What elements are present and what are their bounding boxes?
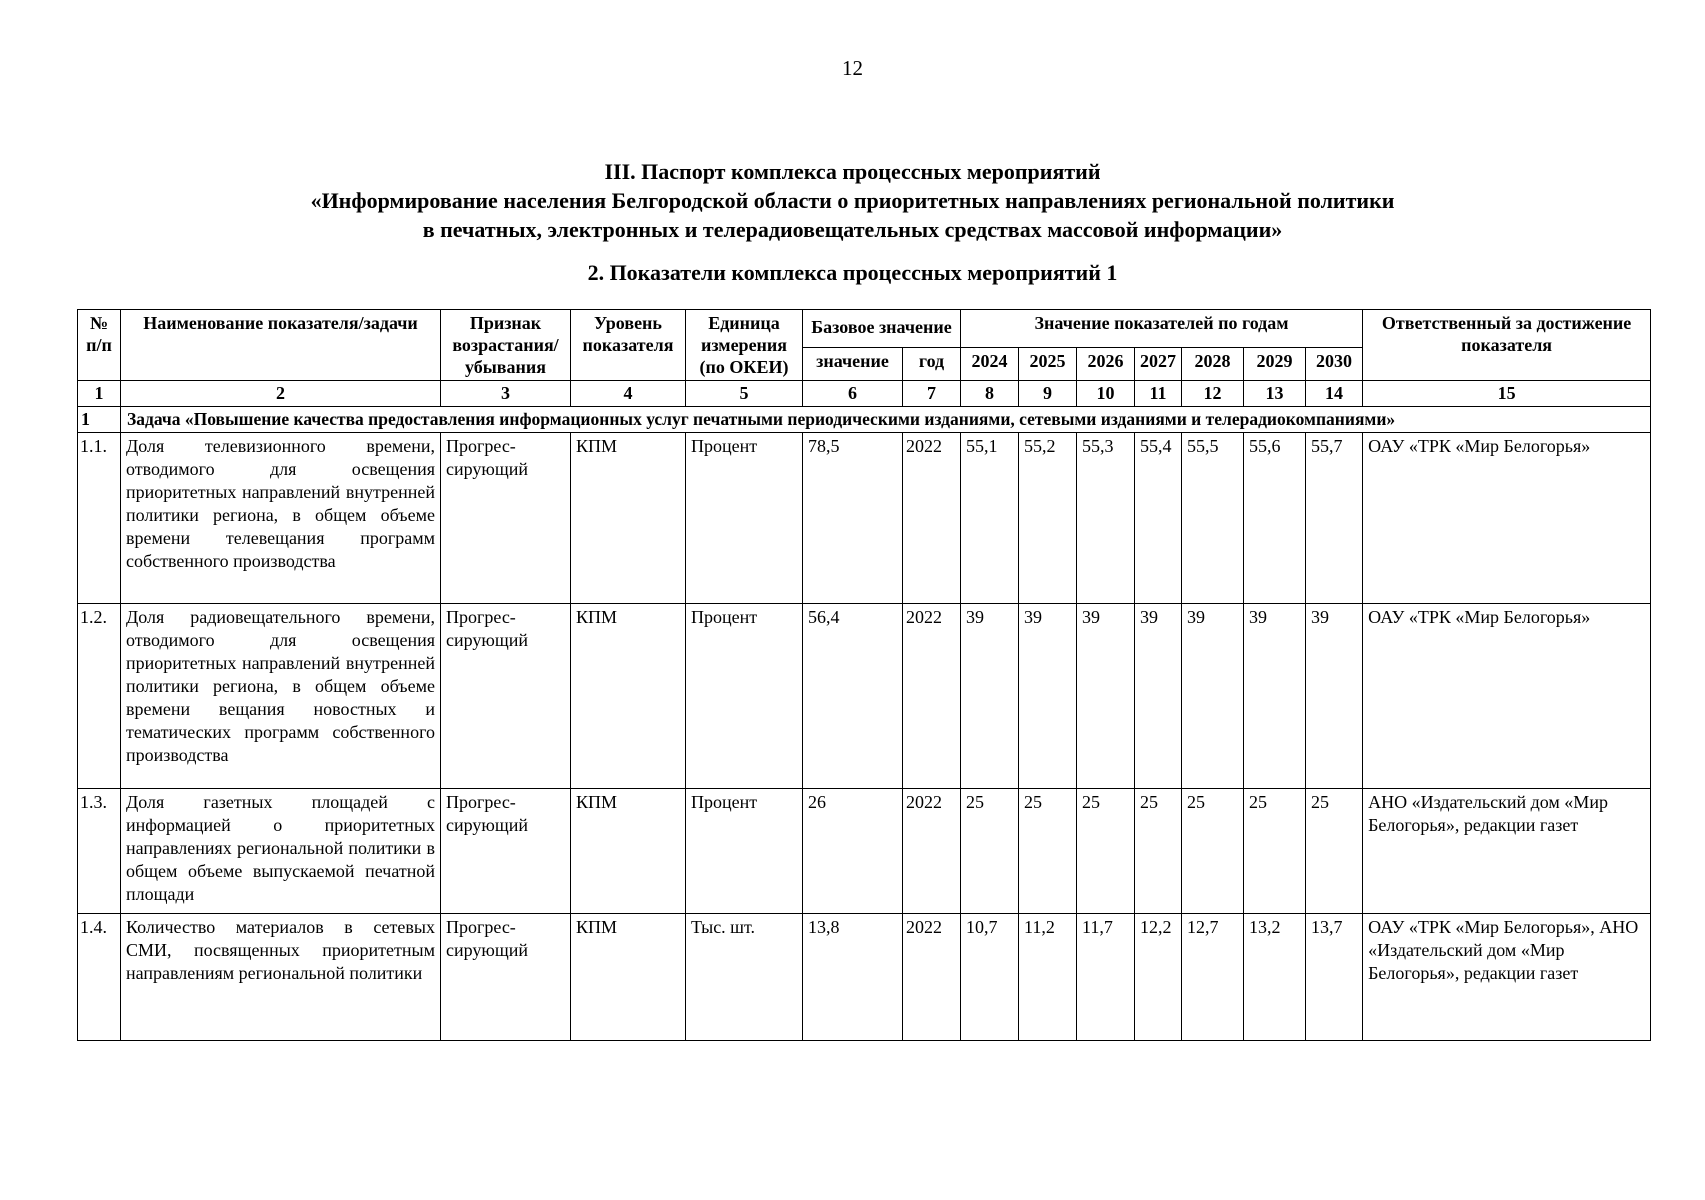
column-number: 2: [121, 381, 441, 407]
row-value: 25: [1182, 789, 1244, 914]
row-unit: Процент: [686, 433, 803, 604]
row-name: Доля газетных площадей с информацией о приоритетных направлениях региональной политики в общем объеме выпускаемой печатной площади: [121, 789, 441, 914]
header-year: 2029: [1244, 347, 1306, 380]
column-number: 1: [78, 381, 121, 407]
column-number: 5: [686, 381, 803, 407]
title-line-3: в печатных, электронных и телерадиовещательных средствах массовой информации»: [422, 217, 1283, 242]
row-trend: Прогрес-сирующий: [441, 433, 571, 604]
header-base-value: значение: [803, 347, 903, 380]
column-number: 11: [1135, 381, 1182, 407]
row-base-year: 2022: [903, 433, 961, 604]
row-num: 1.1.: [78, 433, 121, 604]
row-trend: Прогрес-сирующий: [441, 604, 571, 789]
row-value: 55,6: [1244, 433, 1306, 604]
row-base-year: 2022: [903, 914, 961, 1041]
row-unit: Процент: [686, 604, 803, 789]
header-trend: Признак возрастания/ убывания: [441, 310, 571, 381]
row-value: 55,3: [1077, 433, 1135, 604]
title-line-2: «Информирование населения Белгородской области о приоритетных направлениях региональной политики: [310, 188, 1395, 213]
row-value: 10,7: [961, 914, 1019, 1041]
row-value: 25: [1244, 789, 1306, 914]
row-value: 39: [1244, 604, 1306, 789]
row-name: Доля телевизионного времени, отводимого для освещения приоритетных направлений внутренней политики региона, в общем объеме времени телевещания программ собственного производства: [121, 433, 441, 604]
row-responsible: ОАУ «ТРК «Мир Белогорья», АНО «Издательский дом «Мир Белогорья», редакции газет: [1363, 914, 1651, 1041]
row-value: 39: [1306, 604, 1363, 789]
task-num: 1: [78, 407, 121, 433]
row-name: Доля радиовещательного времени, отводимого для освещения приоритетных направлений внутренней политики региона, в общем объеме времени вещания новостных и тематических программ собственного производства: [121, 604, 441, 789]
row-responsible: АНО «Издательский дом «Мир Белогорья», редакции газет: [1363, 789, 1651, 914]
header-year: 2028: [1182, 347, 1244, 380]
header-years-group: Значение показателей по годам: [961, 310, 1363, 348]
row-base-value: 13,8: [803, 914, 903, 1041]
row-base-value: 26: [803, 789, 903, 914]
row-value: 25: [1306, 789, 1363, 914]
row-value: 25: [1019, 789, 1077, 914]
row-value: 39: [1135, 604, 1182, 789]
column-number: 8: [961, 381, 1019, 407]
column-number: 12: [1182, 381, 1244, 407]
row-value: 12,2: [1135, 914, 1182, 1041]
column-number: 13: [1244, 381, 1306, 407]
header-year: 2030: [1306, 347, 1363, 380]
table-row: [78, 914, 1651, 1041]
indicators-table: [77, 309, 1651, 1041]
row-base-value: 56,4: [803, 604, 903, 789]
row-value: 39: [1019, 604, 1077, 789]
section-subtitle: 2. Показатели комплекса процессных мероприятий 1: [587, 260, 1118, 285]
header-year: 2025: [1019, 347, 1077, 380]
header-base-year: год: [903, 347, 961, 380]
column-number: 4: [571, 381, 686, 407]
header-year: 2024: [961, 347, 1019, 380]
column-number: 10: [1077, 381, 1135, 407]
row-value: 39: [961, 604, 1019, 789]
row-value: 55,4: [1135, 433, 1182, 604]
row-level: КПМ: [571, 433, 686, 604]
row-num: 1.3.: [78, 789, 121, 914]
row-base-value: 78,5: [803, 433, 903, 604]
row-value: 12,7: [1182, 914, 1244, 1041]
row-value: 39: [1077, 604, 1135, 789]
task-row: [78, 407, 1651, 433]
column-number: 6: [803, 381, 903, 407]
row-responsible: ОАУ «ТРК «Мир Белогорья»: [1363, 433, 1651, 604]
row-num: 1.4.: [78, 914, 121, 1041]
column-number: 14: [1306, 381, 1363, 407]
column-number: 3: [441, 381, 571, 407]
row-level: КПМ: [571, 914, 686, 1041]
column-number: 7: [903, 381, 961, 407]
row-value: 55,5: [1182, 433, 1244, 604]
task-label: Задача «Повышение качества предоставления информационных услуг печатными периодическими изданиями, сетевыми изданиями и телерадиокомпаниями»: [127, 409, 1396, 429]
header-year: 2027: [1135, 347, 1182, 380]
row-value: 11,2: [1019, 914, 1077, 1041]
row-name: Количество материалов в сетевых СМИ, посвященных приоритетным направлениям региональной политики: [121, 914, 441, 1041]
row-value: 13,7: [1306, 914, 1363, 1041]
header-base: Базовое значение: [803, 310, 961, 348]
table-row: [78, 789, 1651, 914]
column-number: 9: [1019, 381, 1077, 407]
table-row: [78, 433, 1651, 604]
header-level: Уровень показателя: [571, 310, 686, 381]
column-number-row: [78, 381, 1651, 407]
header-row: [78, 310, 1651, 348]
row-trend: Прогрес-сирующий: [441, 789, 571, 914]
row-trend: Прогрес-сирующий: [441, 914, 571, 1041]
task-text: [121, 407, 1651, 433]
row-value: 25: [961, 789, 1019, 914]
header-responsible: Ответственный за достижение показателя: [1363, 310, 1651, 381]
header-unit: Единица измерения (по ОКЕИ): [686, 310, 803, 381]
column-number: 15: [1363, 381, 1651, 407]
title-line-1: III. Паспорт комплекса процессных мероприятий: [604, 159, 1101, 184]
row-value: 55,2: [1019, 433, 1077, 604]
row-value: 13,2: [1244, 914, 1306, 1041]
document-title: [0, 157, 1705, 244]
row-unit: Тыс. шт.: [686, 914, 803, 1041]
row-value: 25: [1077, 789, 1135, 914]
row-unit: Процент: [686, 789, 803, 914]
header-num: № п/п: [78, 310, 121, 381]
row-value: 11,7: [1077, 914, 1135, 1041]
row-level: КПМ: [571, 789, 686, 914]
page-number: 12: [842, 56, 863, 80]
row-num: 1.2.: [78, 604, 121, 789]
row-value: 39: [1182, 604, 1244, 789]
row-value: 25: [1135, 789, 1182, 914]
row-value: 55,7: [1306, 433, 1363, 604]
row-base-year: 2022: [903, 604, 961, 789]
header-name: Наименование показателя/задачи: [121, 310, 441, 381]
row-level: КПМ: [571, 604, 686, 789]
header-year: 2026: [1077, 347, 1135, 380]
row-base-year: 2022: [903, 789, 961, 914]
row-value: 55,1: [961, 433, 1019, 604]
row-responsible: ОАУ «ТРК «Мир Белогорья»: [1363, 604, 1651, 789]
table-row: [78, 604, 1651, 789]
